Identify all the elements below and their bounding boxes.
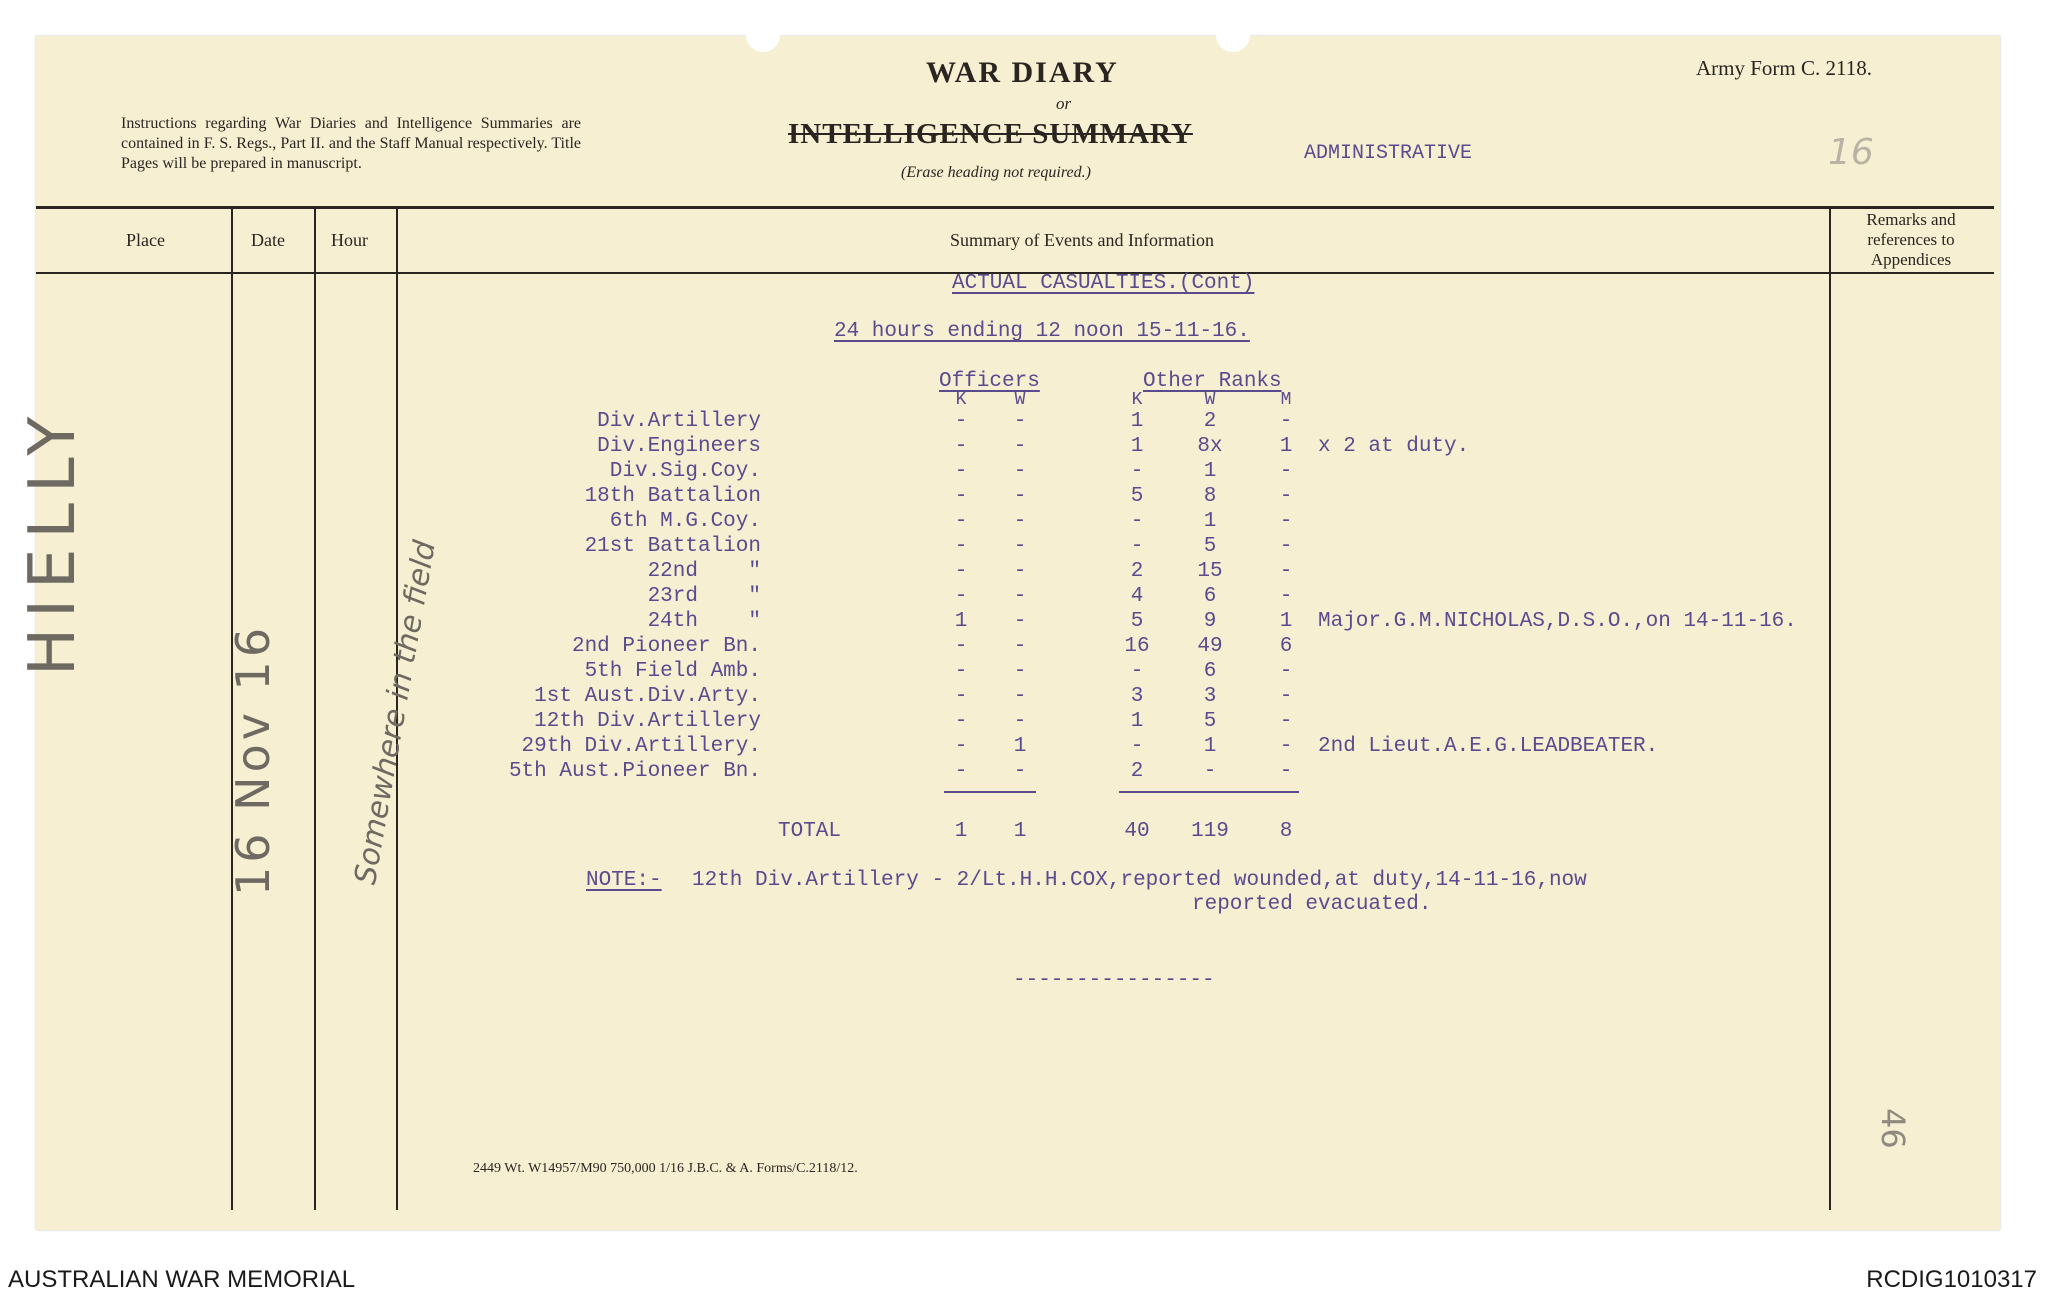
form-or: or — [1056, 94, 1072, 113]
footer-source: AUSTRALIAN WAR MEMORIAL — [8, 1266, 356, 1293]
ranks-wounded: 3 — [1203, 685, 1217, 708]
unit-name: 29th Div.Artillery. — [521, 735, 761, 758]
ranks-missing: - — [1279, 735, 1293, 758]
ranks-missing: 1 — [1279, 610, 1293, 633]
ranks-wounded: 6 — [1203, 585, 1217, 608]
unit-name: 1st Aust.Div.Arty. — [534, 685, 761, 708]
report-period: 24 hours ending 12 noon 15-11-16. — [834, 320, 1250, 343]
ranks-missing: - — [1279, 585, 1293, 608]
ranks-wounded: 5 — [1203, 535, 1217, 558]
officers-wounded: 1 — [1013, 735, 1027, 758]
row-note: 2nd Lieut.A.E.G.LEADBEATER. — [1318, 735, 1659, 758]
page-number: 16 — [1828, 132, 1874, 173]
ranks-missing: - — [1279, 685, 1293, 708]
officers-wounded: - — [1013, 685, 1027, 708]
margin-number: 46 — [1874, 1108, 1912, 1149]
col-label: W — [1204, 390, 1216, 410]
erase-note: (Erase heading not required.) — [901, 164, 1091, 181]
col-remarks: Remarks and references to Appendices — [1866, 210, 1956, 269]
unit-name: 21st Battalion — [584, 535, 761, 558]
ranks-killed: 2 — [1130, 560, 1144, 583]
handwritten-place: HIELLY — [16, 406, 90, 676]
col-summary: Summary of Events and Information — [950, 230, 1214, 250]
unit-name: 5th Aust.Pioneer Bn. — [508, 760, 761, 783]
handwritten-hour: Somewhere in the field — [348, 538, 443, 888]
unit-name: 6th M.G.Coy. — [609, 510, 761, 533]
col-date: Date — [251, 230, 285, 250]
officers-killed: - — [954, 560, 968, 583]
officers-wounded: - — [1013, 435, 1027, 458]
instructions-text: Instructions regarding War Diaries and Intelligence Summaries are contained in F. S. Regs., Part II. and the Staff Manual respectively. Title Pages will be prepared in manuscript. — [121, 115, 581, 172]
ranks-killed: 4 — [1130, 585, 1144, 608]
unit-name: 23rd " — [647, 585, 761, 608]
officers-killed: - — [954, 510, 968, 533]
col-label: M — [1280, 390, 1292, 410]
officers-killed: - — [954, 485, 968, 508]
unit-name: 2nd Pioneer Bn. — [571, 635, 761, 658]
printer-imprint: 2449 Wt. W14957/M90 750,000 1/16 J.B.C. & A. Forms/C.2118/12. — [473, 1161, 858, 1176]
officers-wounded: - — [1013, 760, 1027, 783]
total-label: TOTAL — [778, 820, 842, 843]
ranks-wounded: 8 — [1203, 485, 1217, 508]
ranks-missing: - — [1279, 710, 1293, 733]
ranks-missing: - — [1279, 460, 1293, 483]
column-divider — [1829, 208, 1831, 1210]
ranks-wounded: 1 — [1203, 735, 1217, 758]
officers-wounded: - — [1013, 585, 1027, 608]
col-hour: Hour — [331, 230, 368, 250]
officers-killed: - — [954, 735, 968, 758]
ranks-killed: 2 — [1130, 760, 1144, 783]
unit-name: Div.Sig.Coy. — [609, 460, 761, 483]
officers-wounded: - — [1013, 535, 1027, 558]
unit-name: 12th Div.Artillery — [534, 710, 761, 733]
unit-name: 5th Field Amb. — [584, 660, 761, 683]
ranks-killed: - — [1130, 460, 1144, 483]
note-line-2: reported evacuated. — [1192, 893, 1432, 916]
ranks-missing: - — [1279, 410, 1293, 433]
officers-wounded: - — [1013, 610, 1027, 633]
struck-heading: INTELLIGENCE SUMMARY — [788, 118, 1193, 150]
unit-name: Div.Engineers — [597, 435, 761, 458]
ranks-killed: 5 — [1130, 485, 1144, 508]
column-divider — [314, 208, 316, 1210]
officers-wounded: - — [1013, 510, 1027, 533]
ranks-wounded: 49 — [1197, 635, 1223, 658]
form-number: Army Form C. 2118. — [1696, 56, 1872, 80]
note-label: NOTE:- — [586, 869, 662, 892]
unit-name: Div.Artillery — [597, 410, 761, 433]
total-ranks-wounded: 119 — [1191, 820, 1229, 843]
ranks-wounded: 9 — [1203, 610, 1217, 633]
officers-killed: - — [954, 535, 968, 558]
typed-heading: ADMINISTRATIVE — [1304, 142, 1473, 165]
punch-hole — [1216, 32, 1250, 52]
officers-wounded: - — [1013, 560, 1027, 583]
ranks-wounded: 6 — [1203, 660, 1217, 683]
ranks-killed: - — [1130, 510, 1144, 533]
ranks-missing: 1 — [1279, 435, 1293, 458]
ranks-wounded: 15 — [1197, 560, 1223, 583]
officers-killed: - — [954, 635, 968, 658]
officers-killed: - — [954, 585, 968, 608]
ranks-wounded: 8x — [1197, 435, 1223, 458]
ranks-killed: - — [1130, 735, 1144, 758]
unit-name: 24th " — [647, 610, 761, 633]
footer-id: RCDIG1010317 — [1866, 1266, 2037, 1293]
row-note: Major.G.M.NICHOLAS,D.S.O.,on 14-11-16. — [1318, 610, 1797, 633]
ranks-killed: 1 — [1130, 710, 1144, 733]
officers-killed: - — [954, 710, 968, 733]
ranks-wounded: 5 — [1203, 710, 1217, 733]
punch-hole — [746, 32, 780, 52]
total-officers-killed: 1 — [954, 820, 968, 843]
officers-wounded: - — [1013, 635, 1027, 658]
ranks-killed: - — [1130, 660, 1144, 683]
end-rule: ---------------- — [1013, 969, 1215, 992]
total-ranks-missing: 8 — [1279, 820, 1293, 843]
officers-killed: 1 — [954, 610, 968, 633]
officers-killed: - — [954, 685, 968, 708]
officers-killed: - — [954, 410, 968, 433]
report-heading: ACTUAL CASUALTIES.(Cont) — [952, 272, 1255, 295]
total-ranks-killed: 40 — [1124, 820, 1150, 843]
diary-sheet — [16, 36, 2000, 1230]
ranks-killed: 16 — [1124, 635, 1150, 658]
officers-killed: - — [954, 660, 968, 683]
ranks-missing: - — [1279, 560, 1293, 583]
ranks-missing: 6 — [1279, 635, 1293, 658]
col-place: Place — [126, 230, 165, 250]
officers-wounded: - — [1013, 485, 1027, 508]
officers-wounded: - — [1013, 660, 1027, 683]
officers-wounded: - — [1013, 410, 1027, 433]
officers-wounded: - — [1013, 460, 1027, 483]
row-note: x 2 at duty. — [1318, 435, 1470, 458]
officers-killed: - — [954, 435, 968, 458]
col-label: K — [1131, 390, 1143, 410]
ranks-missing: - — [1279, 510, 1293, 533]
ranks-wounded: 1 — [1203, 510, 1217, 533]
col-label: W — [1014, 390, 1026, 410]
col-label: K — [955, 390, 967, 410]
ranks-wounded: - — [1203, 760, 1217, 783]
officers-wounded: - — [1013, 710, 1027, 733]
handwritten-date: 16 Nov 16 — [226, 623, 280, 896]
ranks-missing: - — [1279, 760, 1293, 783]
ranks-wounded: 1 — [1203, 460, 1217, 483]
ranks-killed: 5 — [1130, 610, 1144, 633]
officers-killed: - — [954, 460, 968, 483]
total-officers-wounded: 1 — [1013, 820, 1027, 843]
group-officers: Officers — [939, 370, 1040, 393]
form-title: WAR DIARY — [926, 56, 1119, 89]
top-rule — [36, 206, 1994, 209]
ranks-killed: 3 — [1130, 685, 1144, 708]
officers-killed: - — [954, 760, 968, 783]
ranks-killed: 1 — [1130, 410, 1144, 433]
ranks-wounded: 2 — [1203, 410, 1217, 433]
ranks-killed: 1 — [1130, 435, 1144, 458]
ranks-missing: - — [1279, 485, 1293, 508]
total-rule-officers — [944, 791, 1036, 793]
ranks-missing: - — [1279, 535, 1293, 558]
unit-name: 22nd " — [647, 560, 761, 583]
group-other-ranks: Other Ranks — [1143, 370, 1282, 393]
note-line-1: 12th Div.Artillery - 2/Lt.H.H.COX,reported wounded,at duty,14-11-16,now — [692, 869, 1587, 892]
unit-name: 18th Battalion — [584, 485, 761, 508]
ranks-killed: - — [1130, 535, 1144, 558]
ranks-missing: - — [1279, 660, 1293, 683]
total-rule-ranks — [1119, 791, 1299, 793]
